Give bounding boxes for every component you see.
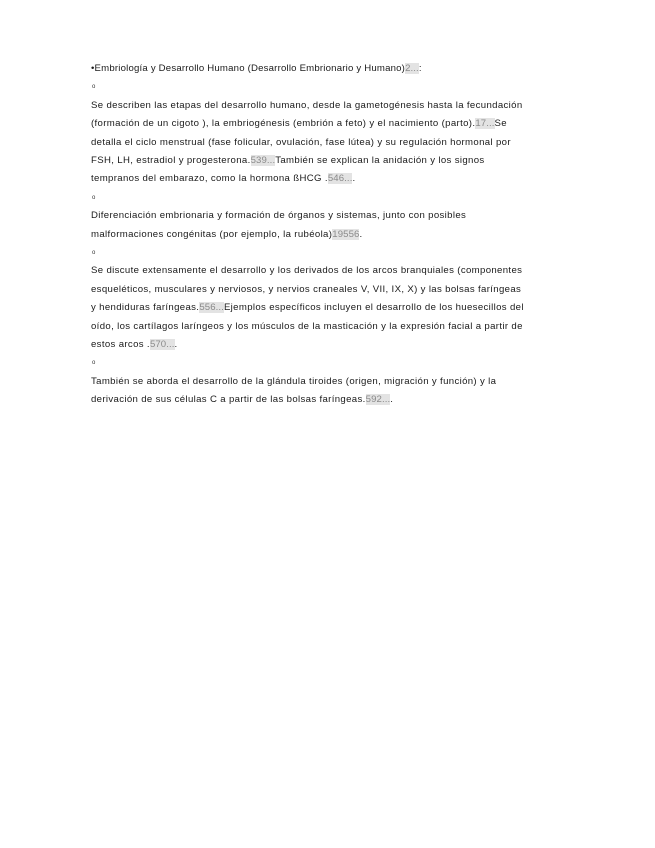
text-line <box>91 262 563 280</box>
text-line <box>91 97 563 115</box>
text-line <box>91 207 563 225</box>
citation-link[interactable]: 17... <box>475 118 495 130</box>
text-span: Se discute extensamente el desarrollo y los derivados de los arcos branquiales (componentes <box>91 265 523 277</box>
text-span: Diferenciación embrionaria y formación de órganos y sistemas, junto con posibles <box>91 210 467 222</box>
text-span: estos arcos . <box>91 339 150 351</box>
text-span: tempranos del embarazo, como la hormona ßHCG . <box>91 173 328 185</box>
citation-link[interactable]: 546... <box>327 173 353 185</box>
paragraph-thyroid <box>91 373 563 410</box>
text-span: Se describen las etapas del desarrollo humano, desde la gametogénesis hasta la fecundación <box>91 99 523 111</box>
text-line <box>91 299 563 317</box>
paragraph-differentiation <box>91 207 563 244</box>
text-line <box>91 134 563 152</box>
citation-link[interactable]: 19556 <box>332 228 360 240</box>
text-line <box>91 226 563 244</box>
bullet-marker: o <box>92 250 96 257</box>
paragraph-branchial-arches <box>91 262 563 354</box>
text-span: oído, los cartílagos laríngeos y los músculos de la masticación y la expresión facial a partir de <box>91 320 523 332</box>
text-line <box>91 170 563 188</box>
paragraph-development-stages <box>91 97 563 189</box>
citation-link[interactable]: 570... <box>149 339 175 351</box>
bullet-marker: o <box>92 84 96 91</box>
text-span: esqueléticos, musculares y nerviosos, y nervios craneales V, VII, IX, X) y las bolsas faríngeas <box>91 283 522 295</box>
text-span: (formación de un cigoto ), la embriogénesis (embrión a feto) y el nacimiento (parto). <box>91 118 476 130</box>
text-line <box>91 318 563 336</box>
text-span: Ejemplos específicos incluyen el desarrollo de los huesecillos del <box>223 302 524 314</box>
section-heading <box>91 60 563 78</box>
citation-link[interactable]: 592... <box>365 394 391 406</box>
text-span: derivación de sus células C a partir de las bolsas faríngeas. <box>91 394 366 406</box>
document-body <box>91 60 563 410</box>
text-span: Se <box>494 118 507 130</box>
citation-link[interactable]: 539... <box>250 155 276 167</box>
heading-text: •Embriología y Desarrollo Humano (Desarrollo Embrionario y Humano) <box>91 63 406 74</box>
text-line <box>91 281 563 299</box>
text-span: . <box>359 228 363 240</box>
citation-link[interactable]: 556... <box>199 302 224 314</box>
text-line <box>91 152 563 170</box>
citation-link[interactable]: 2... <box>405 63 419 74</box>
text-span: También se aborda el desarrollo de la glándula tiroides (origen, migración y función) y la <box>91 375 497 387</box>
text-line <box>91 373 563 391</box>
text-line <box>91 391 563 409</box>
text-span: . <box>390 394 394 406</box>
text-span: FSH, LH, estradiol y progesterona. <box>91 155 251 167</box>
text-span: . <box>174 339 178 351</box>
bullet-marker: o <box>92 194 96 201</box>
text-span: También se explican la anidación y los signos <box>275 155 485 167</box>
text-span: . <box>352 173 356 185</box>
text-span: malformaciones congénitas (por ejemplo, la rubéola) <box>91 228 333 240</box>
heading-suffix: : <box>418 63 422 74</box>
bullet-marker: o <box>92 360 96 367</box>
text-span: detalla el ciclo menstrual (fase folicular, ovulación, fase lútea) y su regulación hormonal por <box>91 136 511 148</box>
text-span: y hendiduras faríngeas. <box>91 302 200 314</box>
text-line <box>91 115 563 133</box>
text-line <box>91 336 563 354</box>
